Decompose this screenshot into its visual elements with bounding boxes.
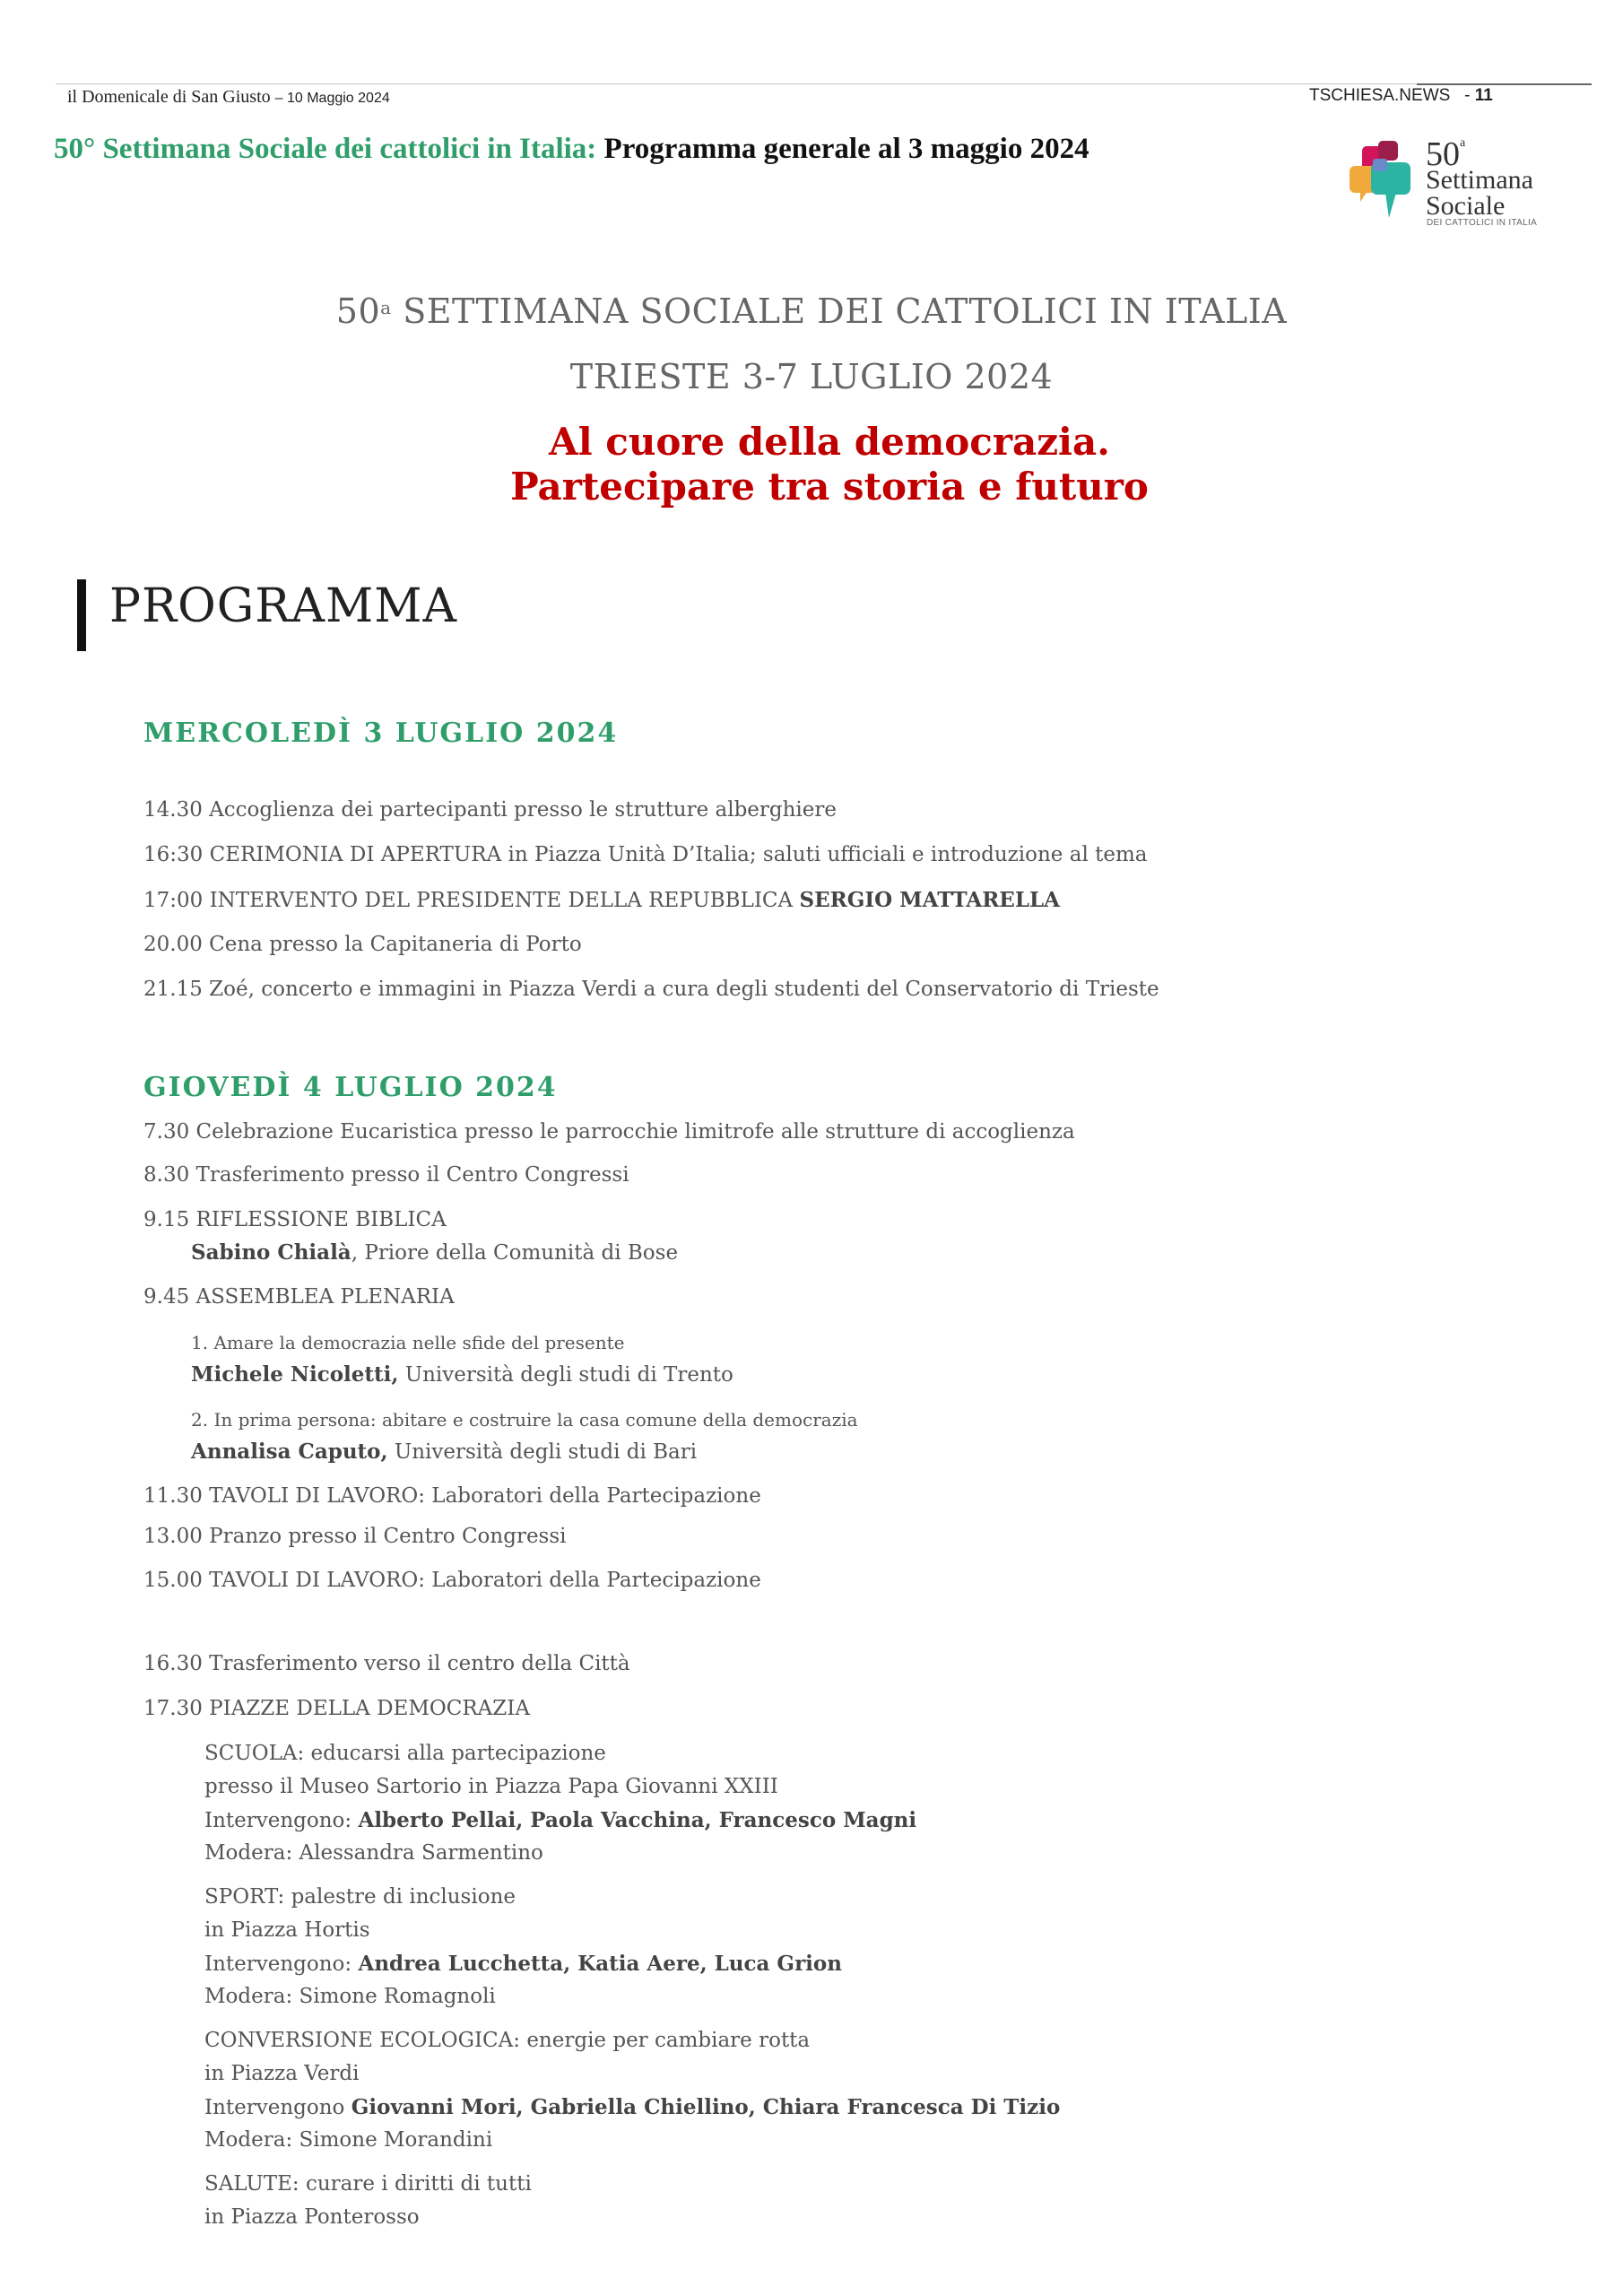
day-heading-giovedi: GIOVEDÌ 4 LUGLIO 2024 (143, 1072, 558, 1103)
plenary-talk-title: 1. Amare la democrazia nelle sfide del presente (191, 1332, 625, 1353)
schedule-item: 17.30 PIAZZE DELLA DEMOCRAZIA (143, 1697, 530, 1720)
piazza-title: SCUOLA: educarsi alla partecipazione (204, 1742, 606, 1765)
piazza-moderator: Modera: Simone Morandini (204, 2128, 493, 2152)
piazza-title: CONVERSIONE ECOLOGICA: energie per cambiare rotta (204, 2029, 811, 2052)
header-rule-accent (1417, 83, 1592, 85)
piazza-title: SALUTE: curare i diritti di tutti (204, 2172, 532, 2196)
article-title-green: 50° Settimana Sociale dei cattolici in Italia: (54, 133, 597, 165)
schedule-item: 17:00 INTERVENTO DEL PRESIDENTE DELLA REPUBBLICA SERGIO MATTARELLA (143, 888, 1061, 912)
article-title (54, 133, 1089, 166)
piazza-location: in Piazza Hortis (204, 1918, 370, 1942)
schedule-item: 13.00 Pranzo presso il Centro Congressi (143, 1525, 567, 1548)
tagline-line-2: Partecipare tra storia e futuro (510, 465, 1149, 509)
schedule-item: 14.30 Accoglienza dei partecipanti presso le strutture alberghiere (143, 798, 838, 822)
piazza-speakers: Intervengono: Alberto Pellai, Paola Vacchina, Francesco Magni (204, 1808, 917, 1832)
plenary-talk-title: 2. In prima persona: abitare e costruire la casa comune della democrazia (191, 1409, 858, 1431)
site-name: TSCHIESA.NEWS (1309, 86, 1451, 105)
schedule-item: 16.30 Trasferimento verso il centro della Città (143, 1652, 630, 1675)
section-bar (77, 579, 86, 651)
publication-name: il Domenicale di San Giusto (67, 87, 271, 107)
logo-wordmark: Settimana Sociale (1426, 165, 1533, 221)
logo-mark-icon (1350, 139, 1421, 229)
piazza-location: presso il Museo Sartorio in Piazza Papa Giovanni XXIII (204, 1775, 778, 1798)
speaker-line: Michele Nicoletti, Università degli studi di Trento (191, 1362, 733, 1387)
piazza-speakers: Intervengono Giovanni Mori, Gabriella Chiellino, Chiara Francesca Di Tizio (204, 2095, 1061, 2119)
piazza-moderator: Modera: Alessandra Sarmentino (204, 1841, 543, 1865)
day-heading-mercoledi: MERCOLEDÌ 3 LUGLIO 2024 (143, 718, 619, 749)
settimana-sociale-logo (1350, 135, 1565, 229)
logo-tagline: DEI CATTOLICI IN ITALIA (1427, 218, 1538, 228)
piazza-location: in Piazza Ponterosso (204, 2205, 420, 2229)
schedule-item: 8.30 Trasferimento presso il Centro Congressi (143, 1163, 629, 1187)
header-rule (56, 83, 1526, 84)
speaker-line: Annalisa Caputo, Università degli studi di Bari (191, 1439, 698, 1464)
running-header-right (1309, 86, 1493, 106)
page-separator: - (1454, 86, 1475, 105)
piazza-title: SPORT: palestre di inclusione (204, 1885, 516, 1909)
piazza-speakers: Intervengono: Andrea Lucchetta, Katia Aere, Luca Grion (204, 1952, 842, 1976)
programma-heading: PROGRAMMA (109, 579, 458, 633)
schedule-item: 21.15 Zoé, concerto e immagini in Piazza Verdi a cura degli studenti del Conservatorio di Trieste (143, 978, 1159, 1001)
schedule-item: 9.15 RIFLESSIONE BIBLICA (143, 1208, 447, 1231)
schedule-item: 9.45 ASSEMBLEA PLENARIA (143, 1285, 455, 1309)
event-title: 50$^a$ SETTIMANA SOCIALE DEI CATTOLICI IN ITALIA (335, 291, 1288, 331)
tagline-line-1: Al cuore della democrazia. (549, 420, 1110, 464)
page-number: 11 (1474, 86, 1493, 105)
header-dash: – (274, 91, 287, 106)
logo-number: 50$^a$ (1426, 135, 1466, 173)
piazza-moderator: Modera: Simone Romagnoli (204, 1985, 496, 2008)
running-header-left (67, 87, 390, 108)
schedule-item: 15.00 TAVOLI DI LAVORO: Laboratori della Partecipazione (143, 1569, 761, 1592)
schedule-item: 20.00 Cena presso la Capitaneria di Porto (143, 933, 582, 956)
schedule-item: 11.30 TAVOLI DI LAVORO: Laboratori della Partecipazione (143, 1484, 761, 1508)
speaker-line: Sabino Chialà, Priore della Comunità di Bose (191, 1240, 679, 1265)
event-dates: TRIESTE 3-7 LUGLIO 2024 (569, 357, 1054, 396)
article-title-black: Programma generale al 3 maggio 2024 (603, 133, 1089, 165)
publication-date: 10 Maggio 2024 (286, 91, 390, 106)
piazza-location: in Piazza Verdi (204, 2062, 360, 2085)
schedule-item: 7.30 Celebrazione Eucaristica presso le parrocchie limitrofe alle strutture di accoglienza (143, 1120, 1075, 1144)
schedule-item: 16:30 CERIMONIA DI APERTURA in Piazza Unità D’Italia; saluti ufficiali e introduzione al tema (143, 843, 1148, 866)
